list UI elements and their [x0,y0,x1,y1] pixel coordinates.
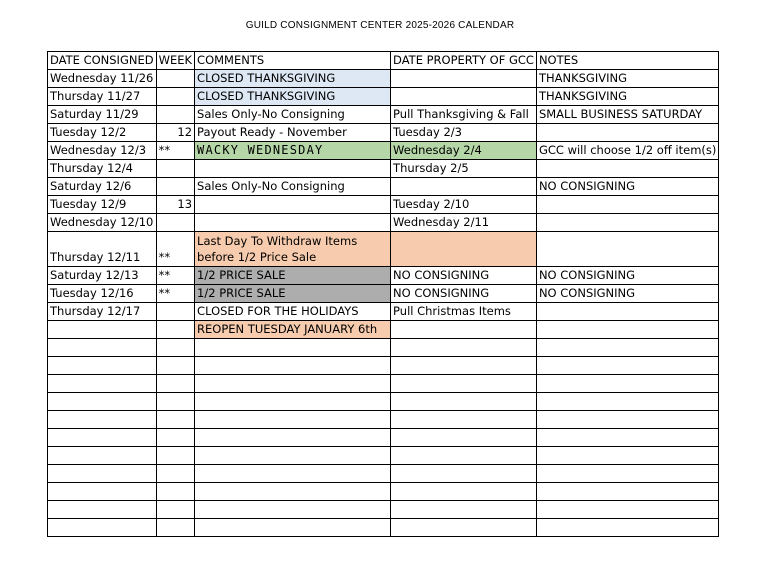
notes-cell [536,303,718,321]
notes-cell [536,214,718,232]
date-cell: Saturday 11/29 [48,106,157,124]
empty-row [48,375,719,393]
header-date-consigned: DATE CONSIGNED [48,52,157,70]
week-cell [156,321,194,339]
comment-cell: Sales Only-No Consigning [195,178,391,196]
date-cell [48,321,157,339]
date-cell: Thursday 12/4 [48,160,157,178]
notes-cell [536,321,718,339]
property-date-cell: Tuesday 2/10 [391,196,537,214]
comment-cell: Sales Only-No Consigning [195,106,391,124]
comment-cell [195,196,391,214]
table-row [48,106,719,124]
date-cell: Tuesday 12/2 [48,124,157,142]
property-date-cell: Pull Thanksgiving & Fall [391,106,537,124]
table-row [48,321,719,339]
table-row [48,160,719,178]
property-date-cell: Wednesday 2/4 [391,142,537,160]
notes-cell: NO CONSIGNING [536,285,718,303]
empty-row [48,519,719,537]
header-row [48,52,719,70]
date-cell: Wednesday 12/10 [48,214,157,232]
date-cell: Tuesday 12/16 [48,285,157,303]
week-cell [156,303,194,321]
week-cell [156,70,194,88]
table-row [48,124,719,142]
property-date-cell [391,88,537,106]
comment-cell: 1/2 PRICE SALE [195,267,391,285]
comment-cell: CLOSED THANKSGIVING [195,70,391,88]
date-cell: Tuesday 12/9 [48,196,157,214]
empty-row [48,339,719,357]
calendar-table [47,51,719,537]
comment-cell: 1/2 PRICE SALE [195,285,391,303]
week-cell: 12 [156,124,194,142]
table-row [48,142,719,160]
header-comments: COMMENTS [195,52,391,70]
date-cell: Thursday 11/27 [48,88,157,106]
empty-row [48,501,719,519]
table-row [48,303,719,321]
header-week: WEEK [156,52,194,70]
property-date-cell [391,178,537,196]
table-row [48,196,719,214]
property-date-cell [391,232,537,267]
table-row [48,178,719,196]
date-cell: Thursday 12/11 [48,232,157,267]
property-date-cell: Tuesday 2/3 [391,124,537,142]
table-row [48,88,719,106]
week-cell [156,214,194,232]
week-cell: ** [156,232,194,267]
table-row [48,267,719,285]
date-cell: Wednesday 12/3 [48,142,157,160]
table-row [48,70,719,88]
notes-cell: NO CONSIGNING [536,178,718,196]
comment-cell: Last Day To Withdraw Items before 1/2 Price Sale [195,232,391,267]
week-cell: 13 [156,196,194,214]
comment-cell: WACKY WEDNESDAY [195,142,391,160]
notes-cell [536,196,718,214]
empty-row [48,465,719,483]
comment-cell: CLOSED THANKSGIVING [195,88,391,106]
table-row [48,214,719,232]
week-cell [156,88,194,106]
comment-cell: CLOSED FOR THE HOLIDAYS [195,303,391,321]
notes-cell: GCC will choose 1/2 off item(s) [536,142,718,160]
notes-cell [536,124,718,142]
notes-cell: THANKSGIVING [536,88,718,106]
week-cell: ** [156,267,194,285]
date-cell: Saturday 12/13 [48,267,157,285]
page-title: GUILD CONSIGNMENT CENTER 2025-2026 CALENDAR [245,20,515,31]
date-cell: Thursday 12/17 [48,303,157,321]
notes-cell: NO CONSIGNING [536,267,718,285]
property-date-cell [391,70,537,88]
table-row [48,232,719,267]
comment-cell [195,214,391,232]
week-cell: ** [156,142,194,160]
week-cell [156,106,194,124]
week-cell [156,178,194,196]
header-notes: NOTES [536,52,718,70]
empty-row [48,411,719,429]
property-date-cell: Pull Christmas Items [391,303,537,321]
header-date-property: DATE PROPERTY OF GCC [391,52,537,70]
notes-cell: SMALL BUSINESS SATURDAY [536,106,718,124]
empty-row [48,447,719,465]
date-cell: Wednesday 11/26 [48,70,157,88]
empty-row [48,429,719,447]
week-cell: ** [156,285,194,303]
table-row [48,285,719,303]
week-cell [156,160,194,178]
comment-cell: REOPEN TUESDAY JANUARY 6th [195,321,391,339]
notes-cell [536,160,718,178]
notes-cell [536,232,718,267]
empty-row [48,393,719,411]
property-date-cell: NO CONSIGNING [391,285,537,303]
property-date-cell: Wednesday 2/11 [391,214,537,232]
date-cell: Saturday 12/6 [48,178,157,196]
empty-row [48,483,719,501]
comment-cell: Payout Ready - November [195,124,391,142]
property-date-cell: Thursday 2/5 [391,160,537,178]
comment-cell [195,160,391,178]
empty-row [48,357,719,375]
property-date-cell: NO CONSIGNING [391,267,537,285]
property-date-cell [391,321,537,339]
notes-cell: THANKSGIVING [536,70,718,88]
